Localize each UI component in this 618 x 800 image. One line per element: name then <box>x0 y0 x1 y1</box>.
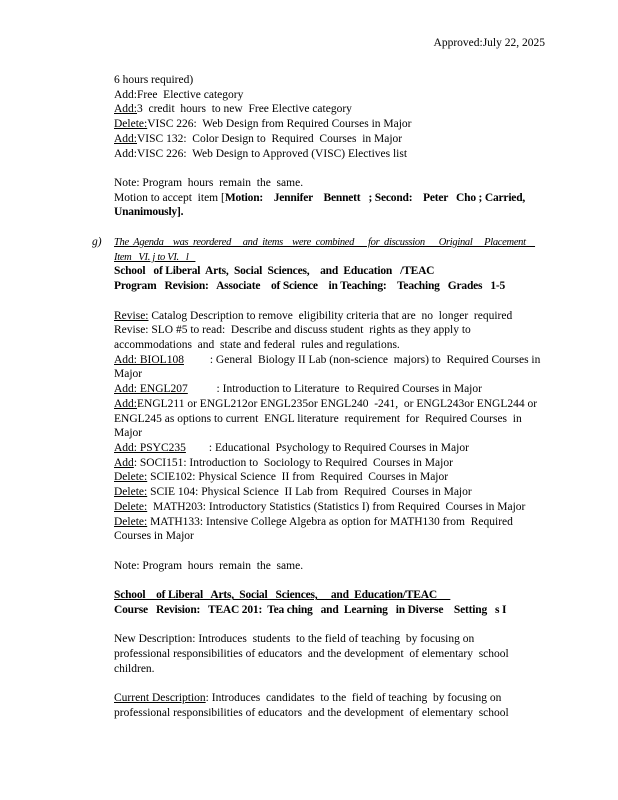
text-line <box>114 515 513 529</box>
underlined-label: Current Description <box>114 692 206 705</box>
underlined-label: Add: <box>114 132 137 145</box>
text-segment: Catalog Description to remove eligibility criteria that are no longer required <box>148 309 513 322</box>
text-line <box>114 205 183 219</box>
text-line <box>114 691 501 705</box>
text-line <box>114 147 407 161</box>
text-line <box>114 485 472 499</box>
item-marker: g) <box>92 236 102 248</box>
text-line <box>114 309 512 323</box>
text-segment: Program Revision: Associate of Science in Teaching: Teaching Grades 1-5 <box>114 280 506 293</box>
text-line <box>114 250 195 265</box>
text-line <box>114 647 509 661</box>
text-segment: SCIE102: Physical Science II from Required Courses in Major <box>147 471 449 484</box>
text-segment: : SOCI151: Introduction to Sociology to Required Courses in Major <box>133 456 453 469</box>
text-segment: Add:VISC 226: Web Design to Approved (VISC) Electives list <box>114 147 408 160</box>
text-line <box>114 264 434 278</box>
text-line <box>114 323 471 337</box>
text-segment: VISC 132: Color Design to Required Courses in Major <box>137 132 403 145</box>
underlined-label: Delete: <box>114 118 148 131</box>
text-line <box>114 706 509 720</box>
text-segment: Courses in Major <box>114 530 194 543</box>
underlined-label: Delete: <box>114 500 148 513</box>
text-segment: Unanimously]. <box>114 206 184 219</box>
text-segment: Add:Free Elective category <box>114 88 244 101</box>
text-line <box>114 367 142 381</box>
approval-date: Approved:July 22, 2025 <box>433 37 545 49</box>
text-segment: ENGL245 as options to current ENGL literature requirement for Required Courses in <box>114 412 522 425</box>
text-line <box>114 338 400 352</box>
text-segment: professional responsibilities of educators and the development of elementary school <box>114 648 509 661</box>
underlined-label: Add: <box>114 397 137 410</box>
text-segment: Motion: Jennifer Bennett ; Second: Peter Cho ; Carried, <box>224 191 526 204</box>
underlined-label: School of Liberal Arts, Social Sciences, and Education/TEAC <box>114 589 451 602</box>
text-line <box>114 603 506 617</box>
text-segment: : Introduces candidates to the field of teaching by focusing on <box>205 692 502 705</box>
text-segment: professional responsibilities of educators and the development of elementary school <box>114 706 509 719</box>
underlined-label: The Agenda was reordered and items were combined for discussion Original Placement <box>114 236 536 248</box>
text-line <box>114 279 505 293</box>
underlined-label: Add: <box>114 103 137 116</box>
text-line <box>114 102 352 116</box>
text-line <box>114 235 535 250</box>
underlined-label: Delete: <box>114 471 148 484</box>
underlined-label: Delete: <box>114 486 148 499</box>
text-segment: New Description: Introduces students to the field of teaching by focusing on <box>114 633 475 646</box>
text-line <box>114 529 194 543</box>
text-line <box>114 632 474 646</box>
underlined-label: Revise: <box>114 309 149 322</box>
text-line <box>114 382 482 396</box>
text-line <box>114 412 522 426</box>
text-line <box>114 353 540 367</box>
text-line <box>114 73 193 87</box>
text-segment: VISC 226: Web Design from Required Courses in Major <box>147 118 412 131</box>
text-segment: : General Biology II Lab (non-science majors) to Required Courses in <box>183 353 541 366</box>
text-segment: School of Liberal Arts, Social Sciences, and Education /TEAC <box>114 265 435 278</box>
text-line <box>114 456 453 470</box>
text-line <box>114 88 243 102</box>
text-line <box>114 662 155 676</box>
text-segment: Motion to accept item [ <box>114 191 225 204</box>
text-line <box>114 588 450 602</box>
text-segment: : Introduction to Literature to Required Courses in Major <box>187 383 482 396</box>
text-segment: Course Revision: TEAC 201: Tea ching and Learning in Diverse Setting s I <box>114 603 507 616</box>
text-line <box>114 397 537 411</box>
text-segment: Revise: SLO #5 to read: Describe and discuss student rights as they apply to <box>114 324 471 337</box>
text-line <box>114 132 402 146</box>
text-line <box>114 426 142 440</box>
text-segment: 6 hours required) <box>114 74 194 86</box>
text-segment: MATH203: Introductory Statistics (Statistics I) from Required Courses in Major <box>147 500 526 513</box>
text-line <box>114 500 525 514</box>
text-segment: MATH133: Intensive College Algebra as option for MATH130 from Required <box>147 515 513 528</box>
text-segment: accommodations and state and federal rules and regulations. <box>114 338 400 351</box>
underlined-label: Add: BIOL108 <box>114 353 184 366</box>
underlined-label: Add <box>114 456 134 469</box>
text-segment: SCIE 104: Physical Science II Lab from Required Courses in Major <box>147 486 472 499</box>
underlined-label: Delete: <box>114 515 148 528</box>
text-segment: Note: Program hours remain the same. <box>114 177 304 190</box>
text-line <box>114 441 469 455</box>
text-segment: children. <box>114 662 155 675</box>
text-segment: Major <box>114 427 143 440</box>
underlined-label: Item VI. j to VI. l <box>114 251 196 263</box>
text-line <box>114 117 412 131</box>
underlined-label: Add: PSYC235 <box>114 442 186 454</box>
text-segment: Major <box>114 368 143 381</box>
text-line <box>114 191 525 205</box>
text-segment: 3 credit hours to new Free Elective category <box>137 103 352 116</box>
text-line <box>114 559 303 573</box>
underlined-label: Add: ENGL207 <box>114 383 188 396</box>
text-segment: Note: Program hours remain the same. <box>114 559 304 572</box>
text-line <box>114 470 448 484</box>
text-segment: : Educational Psychology to Required Courses in Major <box>185 442 469 454</box>
text-segment: ENGL211 or ENGL212or ENGL235or ENGL240 -241, or ENGL243or ENGL244 or <box>137 397 538 410</box>
text-line <box>114 176 303 190</box>
